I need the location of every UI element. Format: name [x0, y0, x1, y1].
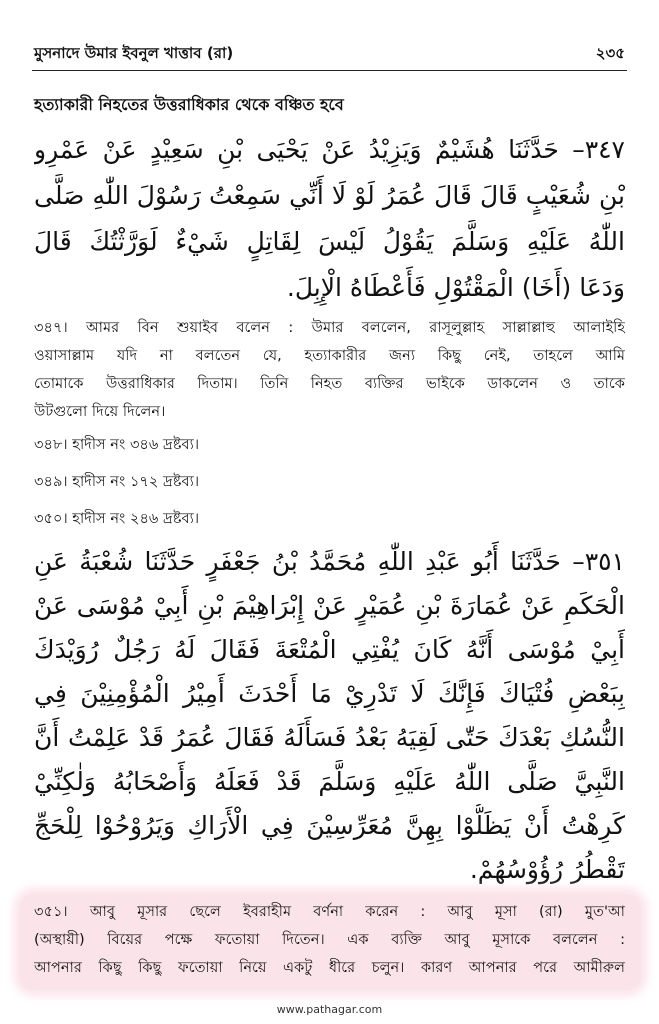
- translation-line: তোমাকে উত্তরাধিকার দিতাম। তিনি নিহত ব্যক্তির ভাইকে ডাকলেন ও তাকে: [34, 375, 625, 392]
- translation-line: ৩৫১। আবু মূসার ছেলে ইবরাহীম বর্ণনা করেন : আবু মূসা (রা) মুত'আ: [34, 903, 625, 920]
- translation-line: আপনার কিছু কিছু ফতোয়া নিয়ে একটু ধীরে চলুন। কারণ আপনার পরে আমীরুল: [34, 959, 625, 976]
- translation-line: ওয়াসাল্লাম যদি না বলতেন যে, হত্যাকারীর জন্য কিছু নেই, তাহলে আমি: [34, 347, 625, 364]
- reference-350: ৩৫০। হাদীস নং ২৪৬ দ্রষ্টব্য।: [34, 510, 200, 527]
- book-title: মুসনাদে উমার ইবনুল খাত্তাব (রা): [34, 44, 234, 62]
- header-divider: [32, 70, 627, 71]
- translation-347: [34, 314, 625, 426]
- translation-351: [34, 898, 625, 982]
- arabic-line: بِبَعْضِ فُتْيَاكَ فَإِنَّكَ لَا تَدْرِيْ مَا أَحْدَثَ أَمِيْرُ الْمُؤْمِنِيْنَ فِي: [34, 679, 625, 708]
- source-watermark: www.pathagar.com: [276, 1003, 383, 1016]
- arabic-line: ٣٥١– حَدَّثَنَا أَبُو عَبْدِ اللّٰهِ مُحَمَّدُ بْنُ جَعْفَرٍ حَدَّثَنَا شُعْبَةُ عَنِ: [34, 547, 625, 576]
- arabic-line: اللّٰهُ عَلَيْهِ وَسَلَّمَ يَقُوْلُ لَيْسَ لِقَاتِلٍ شَيْءٌ لَوَرَّثْتُكَ قَالَ: [34, 227, 625, 256]
- reference-349: ৩৪৯। হাদীস নং ১৭২ দ্রষ্টব্য।: [34, 473, 200, 490]
- arabic-line: بْنِ شُعَيْبٍ قَالَ قَالَ عُمَرُ لَوْ لَا أَنِّي سَمِعْتُ رَسُوْلَ اللّٰهِ صَلَّى: [34, 181, 625, 210]
- arabic-line: كَرِهْتُ أَنْ يَظَلُّوْا بِهِنَّ مُعَرِّسِيْنَ فِي الْأَرَاكِ وَيَرُوْحُوْا لِلْحَجِّ: [34, 811, 625, 840]
- reference-348: ৩৪৮। হাদীস নং ৩৪৬ দ্রষ্টব্য।: [34, 436, 200, 453]
- arabic-line: النُّسُكِ بَعْدَكَ حَتّٰى لَقِيَهُ بَعْدُ فَسَأَلَهُ فَقَالَ عُمَرُ قَدْ عَلِمْتُ أَنَّ: [34, 723, 625, 752]
- arabic-line: الْحَكَمِ عَنْ عُمَارَةَ بْنِ عُمَيْرٍ عَنْ إِبْرَاهِيْمَ بْنِ أَبِيْ مُوْسَى عَنْ: [34, 591, 625, 620]
- arabic-line: ٣٤٧– حَدَّثَنَا هُشَيْمٌ وَيَزِيْدُ عَنْ يَحْيَى بْنِ سَعِيْدٍ عَنْ عَمْرِو: [34, 135, 625, 164]
- translation-line: ৩৪৭। আমর বিন শুয়াইব বলেন : উমার বললেন, রাসূলুল্লাহ সাল্লাল্লাহু আলাইহি: [34, 319, 625, 336]
- translation-line: উটগুলো দিয়ে দিলেন।: [34, 403, 166, 420]
- arabic-line: تَقْطُرُ رُؤُوْسُهُمْ.: [469, 855, 625, 884]
- arabic-line: النَّبِيَّ صَلَّى اللّٰهُ عَلَيْهِ وَسَلَّمَ قَدْ فَعَلَهُ وَأَصْحَابُهُ وَلٰكِنِّيْ: [34, 767, 625, 796]
- translation-line: (অস্থায়ী) বিয়ের পক্ষে ফতোয়া দিতেন। এক ব্যক্তি আবু মূসাকে বললেন :: [34, 931, 625, 948]
- running-header: [34, 42, 625, 66]
- arabic-line: وَدَعَا (أَخَا) الْمَقْتُوْلِ فَأَعْطَاهُ الْإِبِلَ.: [286, 273, 625, 302]
- page-number: ২৩৫: [595, 44, 625, 62]
- chapter-heading: হত্যাকারী নিহতের উত্তরাধিকার থেকে বঞ্চিত হবে: [34, 95, 344, 114]
- arabic-line: أَبِيْ مُوْسَى أَنَّهُ كَانَ يُفْتِي الْمُتْعَةَ فَقَالَ لَهُ رَجُلٌ رُوَيْدَكَ: [34, 635, 625, 664]
